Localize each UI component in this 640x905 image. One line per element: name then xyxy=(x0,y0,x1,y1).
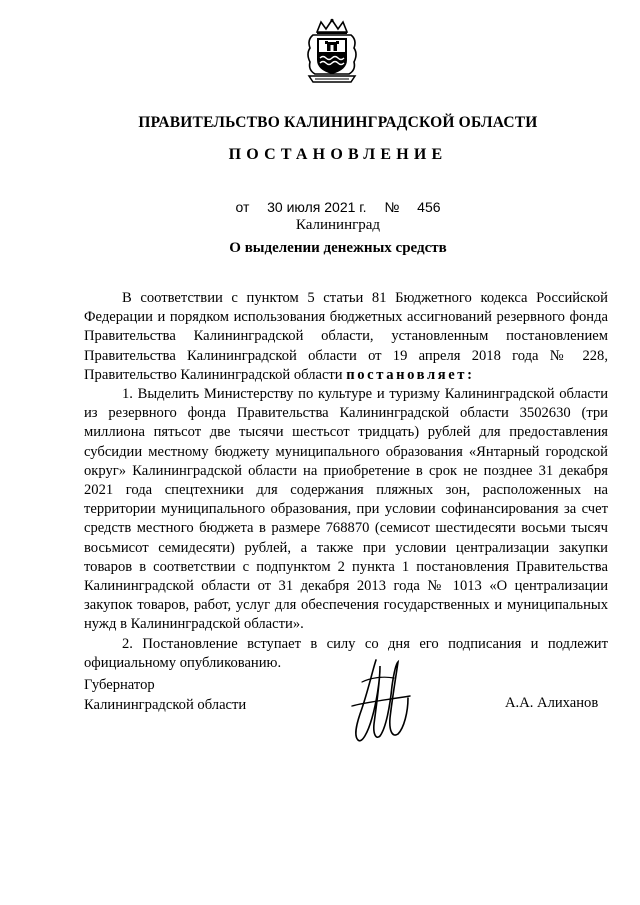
item-2-paragraph: 2. Постановление вступает в силу со дня его подписания и подлежит официальному опубликованию. xyxy=(84,635,608,671)
signatory-name: А.А. Алиханов xyxy=(505,695,599,711)
date-prefix: от xyxy=(235,199,250,215)
preamble-text: В соответствии с пунктом 5 статьи 81 Бюджетного кодекса Российской Федерации и порядком использования бюджетных ассигнований резервного фонда Правительства Калининградской области, установленным постановлением Правительства Калининградской области от 19 апреля 2018 года № 228, Правительство Калининградской области xyxy=(84,290,608,383)
date-number-line xyxy=(0,199,640,215)
item-1-paragraph: 1. Выделить Министерству по культуре и туризму Калининградской области из резервного фонда Правительства Калининградской области 3502630 (три миллиона пятьсот две тысячи шестьсот тридцать) рублей для предоставления субсидии местному бюджету муниципального образования «Янтарный городской округ» Калининградской области на приобретение в срок не позднее 31 декабря 2021 года спецтехники для содержания пляжных зон, расположенных на территории муниципального образования, при условии софинансирования за счет средств местного бюджета в размере 768870 (семисот шестидесяти восьми тысяч восьмисот семидесяти) рублей, а также при условии централизации закупки товаров в соответствии с подпунктом 2 пункта 1 постановления Правительства Калининградской области от 31 декабря 2013 года № 1013 «О централизации закупок товаров, работ, услуг для обеспечения государственных и муниципальных нужд в Калининградской области». xyxy=(84,386,608,633)
decides-keyword: постановляет: xyxy=(346,366,475,383)
signatory-title xyxy=(84,675,246,715)
number-sign: № xyxy=(384,199,400,215)
preamble-paragraph xyxy=(84,289,608,385)
document-body xyxy=(84,289,608,673)
document-type: ПОСТАНОВЛЕНИЕ xyxy=(228,146,448,163)
document-subject: О выделении денежных средств xyxy=(229,240,447,256)
document-date: 30 июля 2021 г. xyxy=(267,199,367,215)
coat-of-arms-icon xyxy=(303,18,361,86)
handwritten-signature-icon xyxy=(346,652,418,748)
document-number: 456 xyxy=(417,199,441,215)
city: Калининград xyxy=(295,217,381,233)
government-title: ПРАВИТЕЛЬСТВО КАЛИНИНГРАДСКОЙ ОБЛАСТИ xyxy=(138,114,538,131)
signatory-title-line-2: Калининградской области xyxy=(84,697,247,713)
signatory-title-line-1: Губернатор xyxy=(84,677,155,693)
